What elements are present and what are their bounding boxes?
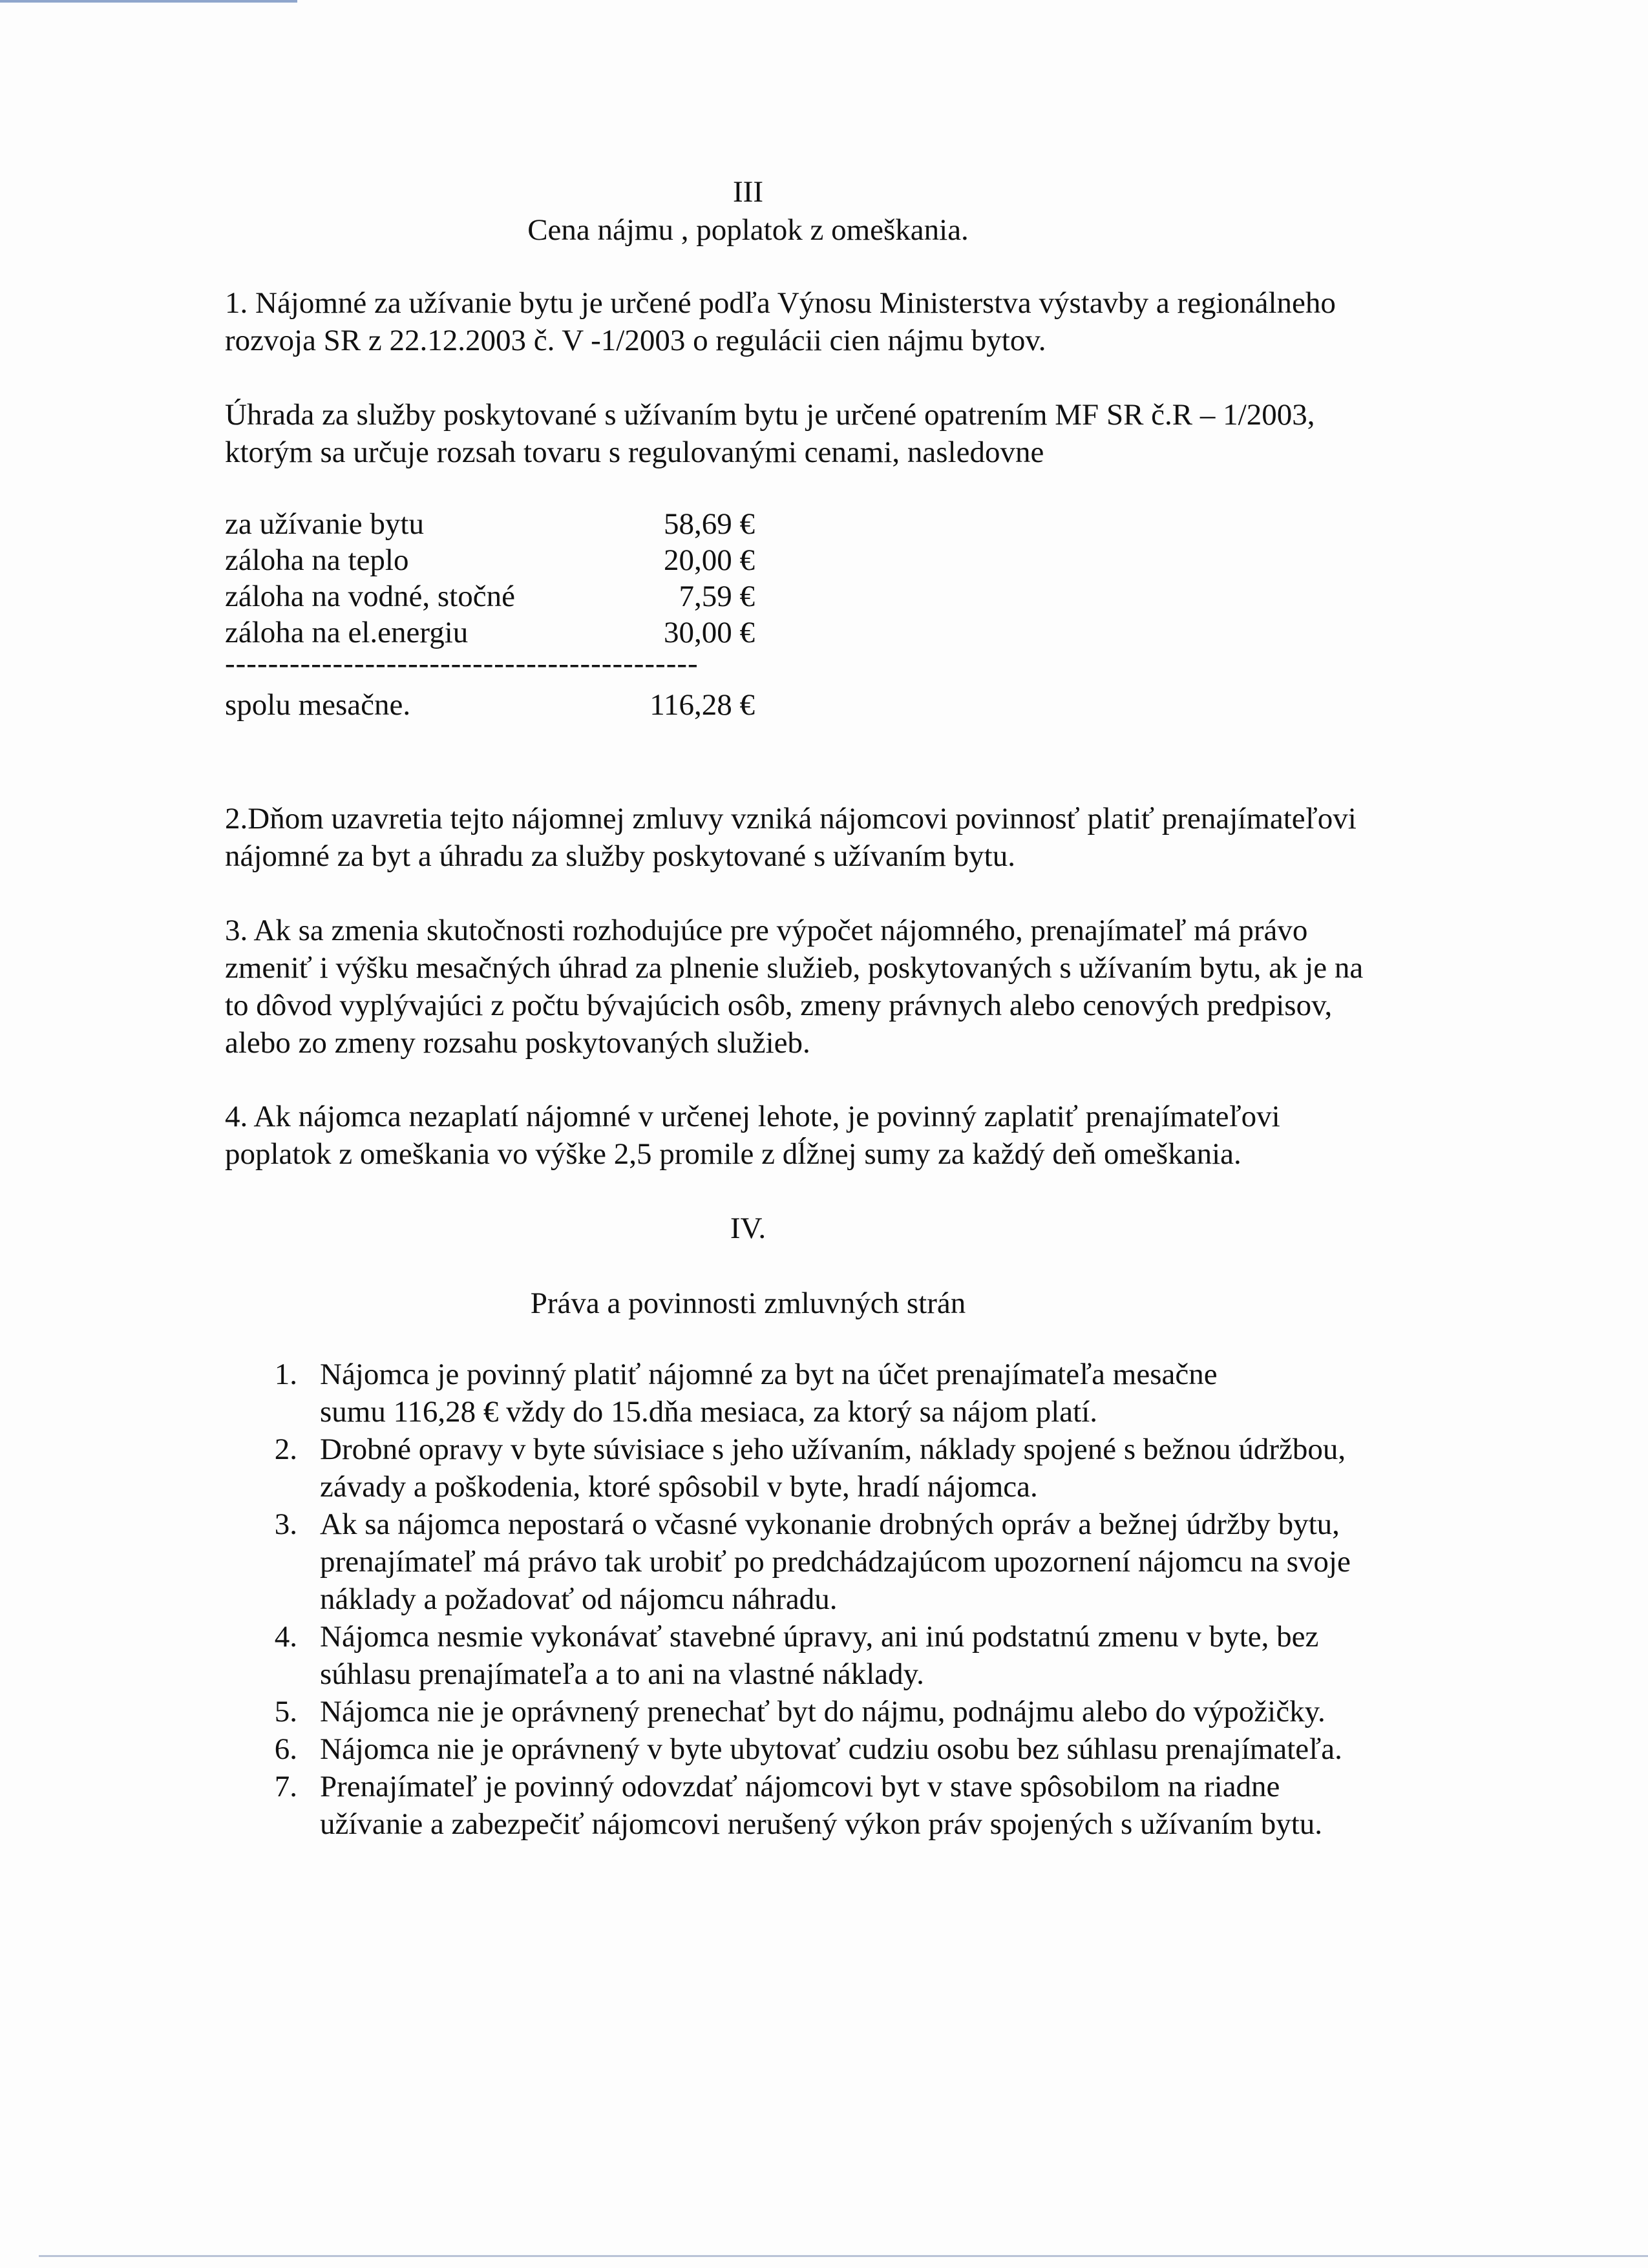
list-item-number: 5. [274,1695,297,1728]
fee-total-label: spolu mesačne. [225,688,411,722]
list-item-number: 3. [274,1507,297,1541]
fee-row [225,578,755,614]
scan-edge-bottom [39,2255,1648,2257]
list-item [265,1506,1351,1618]
list-item [265,1693,1351,1730]
paragraph-line: nájomné za byt a úhradu za služby poskytované s užívaním bytu. [225,839,1015,873]
paragraph-line: alebo zo zmeny rozsahu poskytovaných služieb. [225,1026,810,1060]
list-item [265,1431,1351,1506]
list-item-number: 7. [274,1770,297,1803]
paragraph-4 [225,1098,1280,1173]
list-item-number: 1. [274,1358,297,1391]
paragraph-2 [225,800,1357,875]
paragraph-line: Úhrada za služby poskytované s užívaním bytu je určené opatrením MF SR č.R – 1/2003, [225,398,1315,432]
paragraph-line: zmeniť i výšku mesačných úhrad za plnenie služieb, poskytovaných s užívaním bytu, ak je na [225,951,1364,985]
section-3-title: Cena nájmu , poplatok z omeškania. [527,213,969,247]
list-item-line: sumu 116,28 € vždy do 15.dňa mesiaca, za ktorý sa nájom platí. [320,1395,1098,1429]
list-item-line: Ak sa nájomca nepostará o včasné vykonanie drobných opráv a bežnej údržby bytu, [320,1507,1340,1541]
list-item-line: náklady a požadovať od nájomcu náhradu. [320,1582,838,1616]
paragraph-line: 4. Ak nájomca nezaplatí nájomné v určenej lehote, je povinný zaplatiť prenajímateľovi [225,1100,1280,1133]
paragraph-line: rozvoja SR z 22.12.2003 č. V -1/2003 o regulácii cien nájmu bytov. [225,324,1046,357]
fee-label: za užívanie bytu [225,507,424,541]
fee-row [225,614,755,651]
list-item-line: súhlasu prenajímateľa a to ani na vlastné náklady. [320,1657,924,1691]
list-item-line: Nájomca je povinný platiť nájomné za byt na účet prenajímateľa mesačne [320,1358,1218,1391]
fee-row [225,506,755,542]
paragraph-1 [225,284,1336,359]
list-item-line: Nájomca nie je oprávnený v byte ubytovať cudziu osobu bez súhlasu prenajímateľa. [320,1732,1342,1766]
paragraph-line: 3. Ak sa zmenia skutočnosti rozhodujúce pre výpočet nájomného, prenajímateľ má právo [225,914,1308,947]
fee-amount: 20,00 € [664,543,755,577]
paragraph-line: ktorým sa určuje rozsah tovaru s regulovanými cenami, nasledovne [225,436,1044,469]
list-item-number: 4. [274,1620,297,1654]
list-item-line: Nájomca nesmie vykonávať stavebné úpravy, ani inú podstatnú zmenu v byte, bez [320,1620,1319,1654]
fee-row [225,542,755,578]
paragraph-line: 2.Dňom uzavretia tejto nájomnej zmluvy vzniká nájomcovi povinnosť platiť prenajímateľovi [225,802,1357,835]
section-4-title: Práva a povinnosti zmluvných strán [530,1286,966,1320]
section-4-number: IV. [730,1212,766,1245]
fee-label: záloha na vodné, stočné [225,580,515,613]
list-item-line: užívanie a zabezpečiť nájomcovi nerušený výkon práv spojených s užívaním bytu. [320,1807,1322,1841]
fee-separator: -------------------------------------------- [225,651,699,680]
fee-label: záloha na el.energiu [225,616,469,649]
list-item [265,1768,1351,1843]
list-item-line: Nájomca nie je oprávnený prenechať byt do nájmu, podnájmu alebo do výpožičky. [320,1695,1326,1728]
fee-amount: 7,59 € [679,580,755,613]
list-item-line: Drobné opravy v byte súvisiace s jeho užívaním, náklady spojené s bežnou údržbou, [320,1433,1346,1466]
list-item-number: 2. [274,1433,297,1466]
fee-label: záloha na teplo [225,543,409,577]
list-item [265,1618,1351,1693]
list-item-number: 6. [274,1732,297,1766]
scan-edge-top [0,0,297,3]
rights-duties-list [265,1356,1351,1843]
fee-total-amount: 116,28 € [650,688,755,722]
list-item-line: závady a poškodenia, ktoré spôsobil v byte, hradí nájomca. [320,1470,1038,1504]
fee-total-row [225,687,755,723]
paragraph-uhrada [225,396,1315,471]
list-item [265,1356,1351,1431]
list-item-line: prenajímateľ má právo tak urobiť po predchádzajúcom upozornení nájomcu na svoje [320,1545,1351,1579]
section-3-number: III [733,175,763,209]
paragraph-line: 1. Nájomné za užívanie bytu je určené podľa Výnosu Ministerstva výstavby a regionálneho [225,286,1336,320]
fee-amount: 30,00 € [664,616,755,649]
fee-amount: 58,69 € [664,507,755,541]
fees-table [225,506,755,723]
list-item [265,1730,1351,1768]
paragraph-3 [225,912,1363,1062]
list-item-line: Prenajímateľ je povinný odovzdať nájomcovi byt v stave spôsobilom na riadne [320,1770,1280,1803]
paragraph-line: to dôvod vyplývajúci z počtu bývajúcich osôb, zmeny právnych alebo cenových predpisov, [225,989,1333,1022]
paragraph-line: poplatok z omeškania vo výške 2,5 promile z dĺžnej sumy za každý deň omeškania. [225,1137,1241,1171]
